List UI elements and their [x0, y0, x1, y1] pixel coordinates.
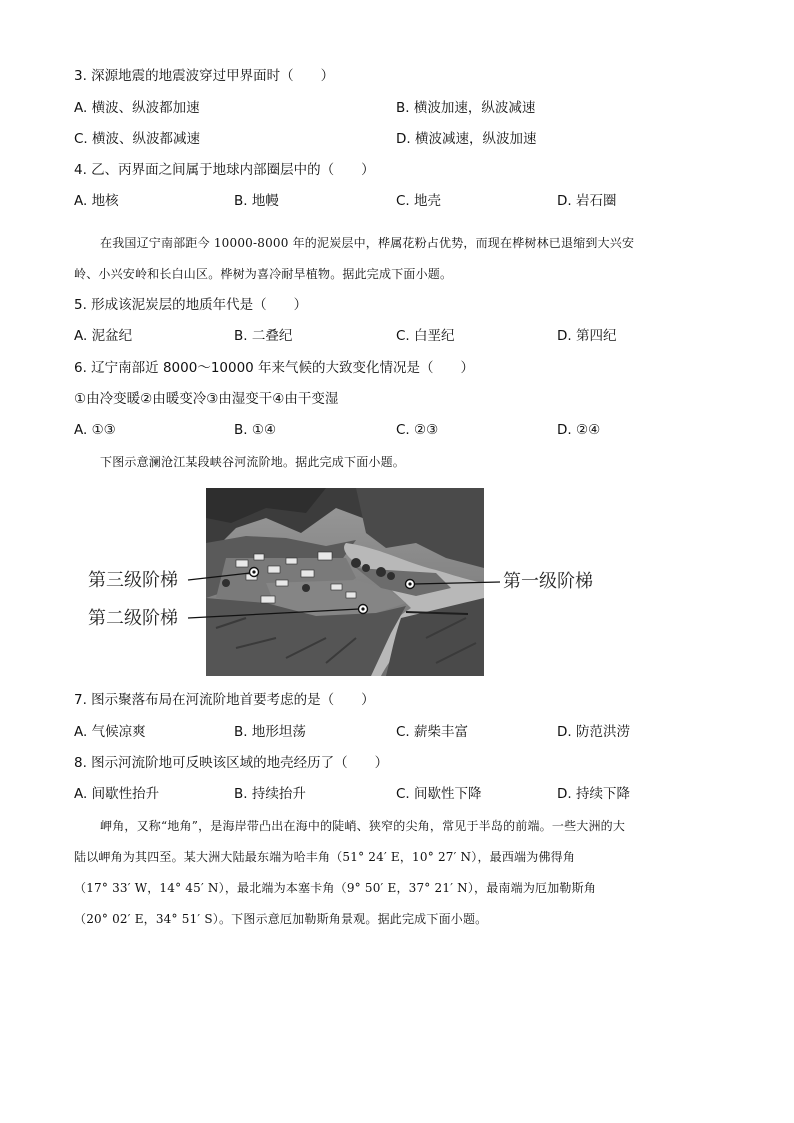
first-terrace-label: 第一级阶梯 — [503, 571, 593, 592]
q6-stem: 6. 辽宁南部近 8000～10000 年来气候的大致变化情况是（ ） — [74, 360, 475, 376]
passage2-line1: 岬角，又称“地角”，是海岸带凸出在海中的陡峭、狭窄的尖角，常见于半岛的前端。一些大洲的大 — [100, 819, 626, 833]
first-terrace-marker — [406, 580, 415, 589]
q8-option-a: A. 间歇性抬升 — [74, 786, 160, 802]
q7-option-b: B. 地形坦荡 — [234, 724, 306, 740]
passage2-line4: （20° 02′ E，34° 51′ S）。下图示意厄加勒斯角景观。据此完成下面小题。 — [74, 912, 488, 926]
q7-option-c: C. 薪柴丰富 — [396, 724, 469, 740]
q4-option-c: C. 地壳 — [396, 193, 442, 209]
second-terrace-marker — [359, 605, 368, 614]
q4-option-d: D. 岩石圈 — [557, 193, 617, 209]
passage2-line2: 陆以岬角为其四至。某大洲大陆最东端为哈丰角（51° 24′ E，10° 27′ N），最西端为佛得角 — [74, 850, 576, 864]
q6-option-a: A. ①③ — [74, 422, 116, 438]
q6-option-c: C. ②③ — [396, 422, 439, 438]
q5-option-a: A. 泥盆纪 — [74, 328, 133, 344]
figure-caption: 下图示意澜沧江某段峡谷河流阶地。据此完成下面小题。 — [100, 455, 406, 469]
q6-option-d: D. ②④ — [557, 422, 601, 438]
q8-option-c: C. 间歇性下降 — [396, 786, 482, 802]
passage1-line2: 岭、小兴安岭和长白山区。桦树为喜冷耐旱植物。据此完成下面小题。 — [74, 267, 453, 281]
passage2-line3: （17° 33′ W，14° 45′ N），最北端为本塞卡角（9° 50′ E，37° 21′ N），最南端为厄加勒斯角 — [74, 881, 597, 895]
q5-stem: 5. 形成该泥炭层的地质年代是（ ） — [74, 297, 308, 313]
q5-option-b: B. 二叠纪 — [234, 328, 293, 344]
q7-stem: 7. 图示聚落布局在河流阶地首要考虑的是（ ） — [74, 692, 375, 708]
q7-option-d: D. 防范洪涝 — [557, 724, 630, 740]
q6-choices: ①由冷变暖②由暖变冷③由湿变干④由干变湿 — [74, 391, 339, 407]
third-terrace-label: 第三级阶梯 — [88, 570, 178, 591]
q3-option-b: B. 横波加速，纵波减速 — [396, 100, 536, 116]
third-terrace-marker — [250, 568, 259, 577]
q8-option-b: B. 持续抬升 — [234, 786, 306, 802]
river-terrace-photo — [206, 488, 484, 676]
q3-option-a: A. 横波、纵波都加速 — [74, 100, 200, 116]
q8-option-d: D. 持续下降 — [557, 786, 630, 802]
q3-option-d: D. 横波减速，纵波加速 — [396, 131, 537, 147]
q6-option-b: B. ①④ — [234, 422, 277, 438]
q4-option-b: B. 地幔 — [234, 193, 279, 209]
q8-stem: 8. 图示河流阶地可反映该区域的地壳经历了（ ） — [74, 755, 389, 771]
q3-option-c: C. 横波、纵波都减速 — [74, 131, 201, 147]
q7-option-a: A. 气候凉爽 — [74, 724, 146, 740]
q5-option-d: D. 第四纪 — [557, 328, 617, 344]
q4-stem: 4. 乙、丙界面之间属于地球内部圈层中的（ ） — [74, 162, 375, 178]
q3-stem: 3. 深源地震的地震波穿过甲界面时（ ） — [74, 68, 335, 84]
second-terrace-label: 第二级阶梯 — [88, 608, 178, 629]
q4-option-a: A. 地核 — [74, 193, 119, 209]
passage1-line1: 在我国辽宁南部距今 10000-8000 年的泥炭层中，桦属花粉占优势，而现在桦树林已退缩到大兴安 — [100, 236, 635, 250]
q5-option-c: C. 白垩纪 — [396, 328, 455, 344]
